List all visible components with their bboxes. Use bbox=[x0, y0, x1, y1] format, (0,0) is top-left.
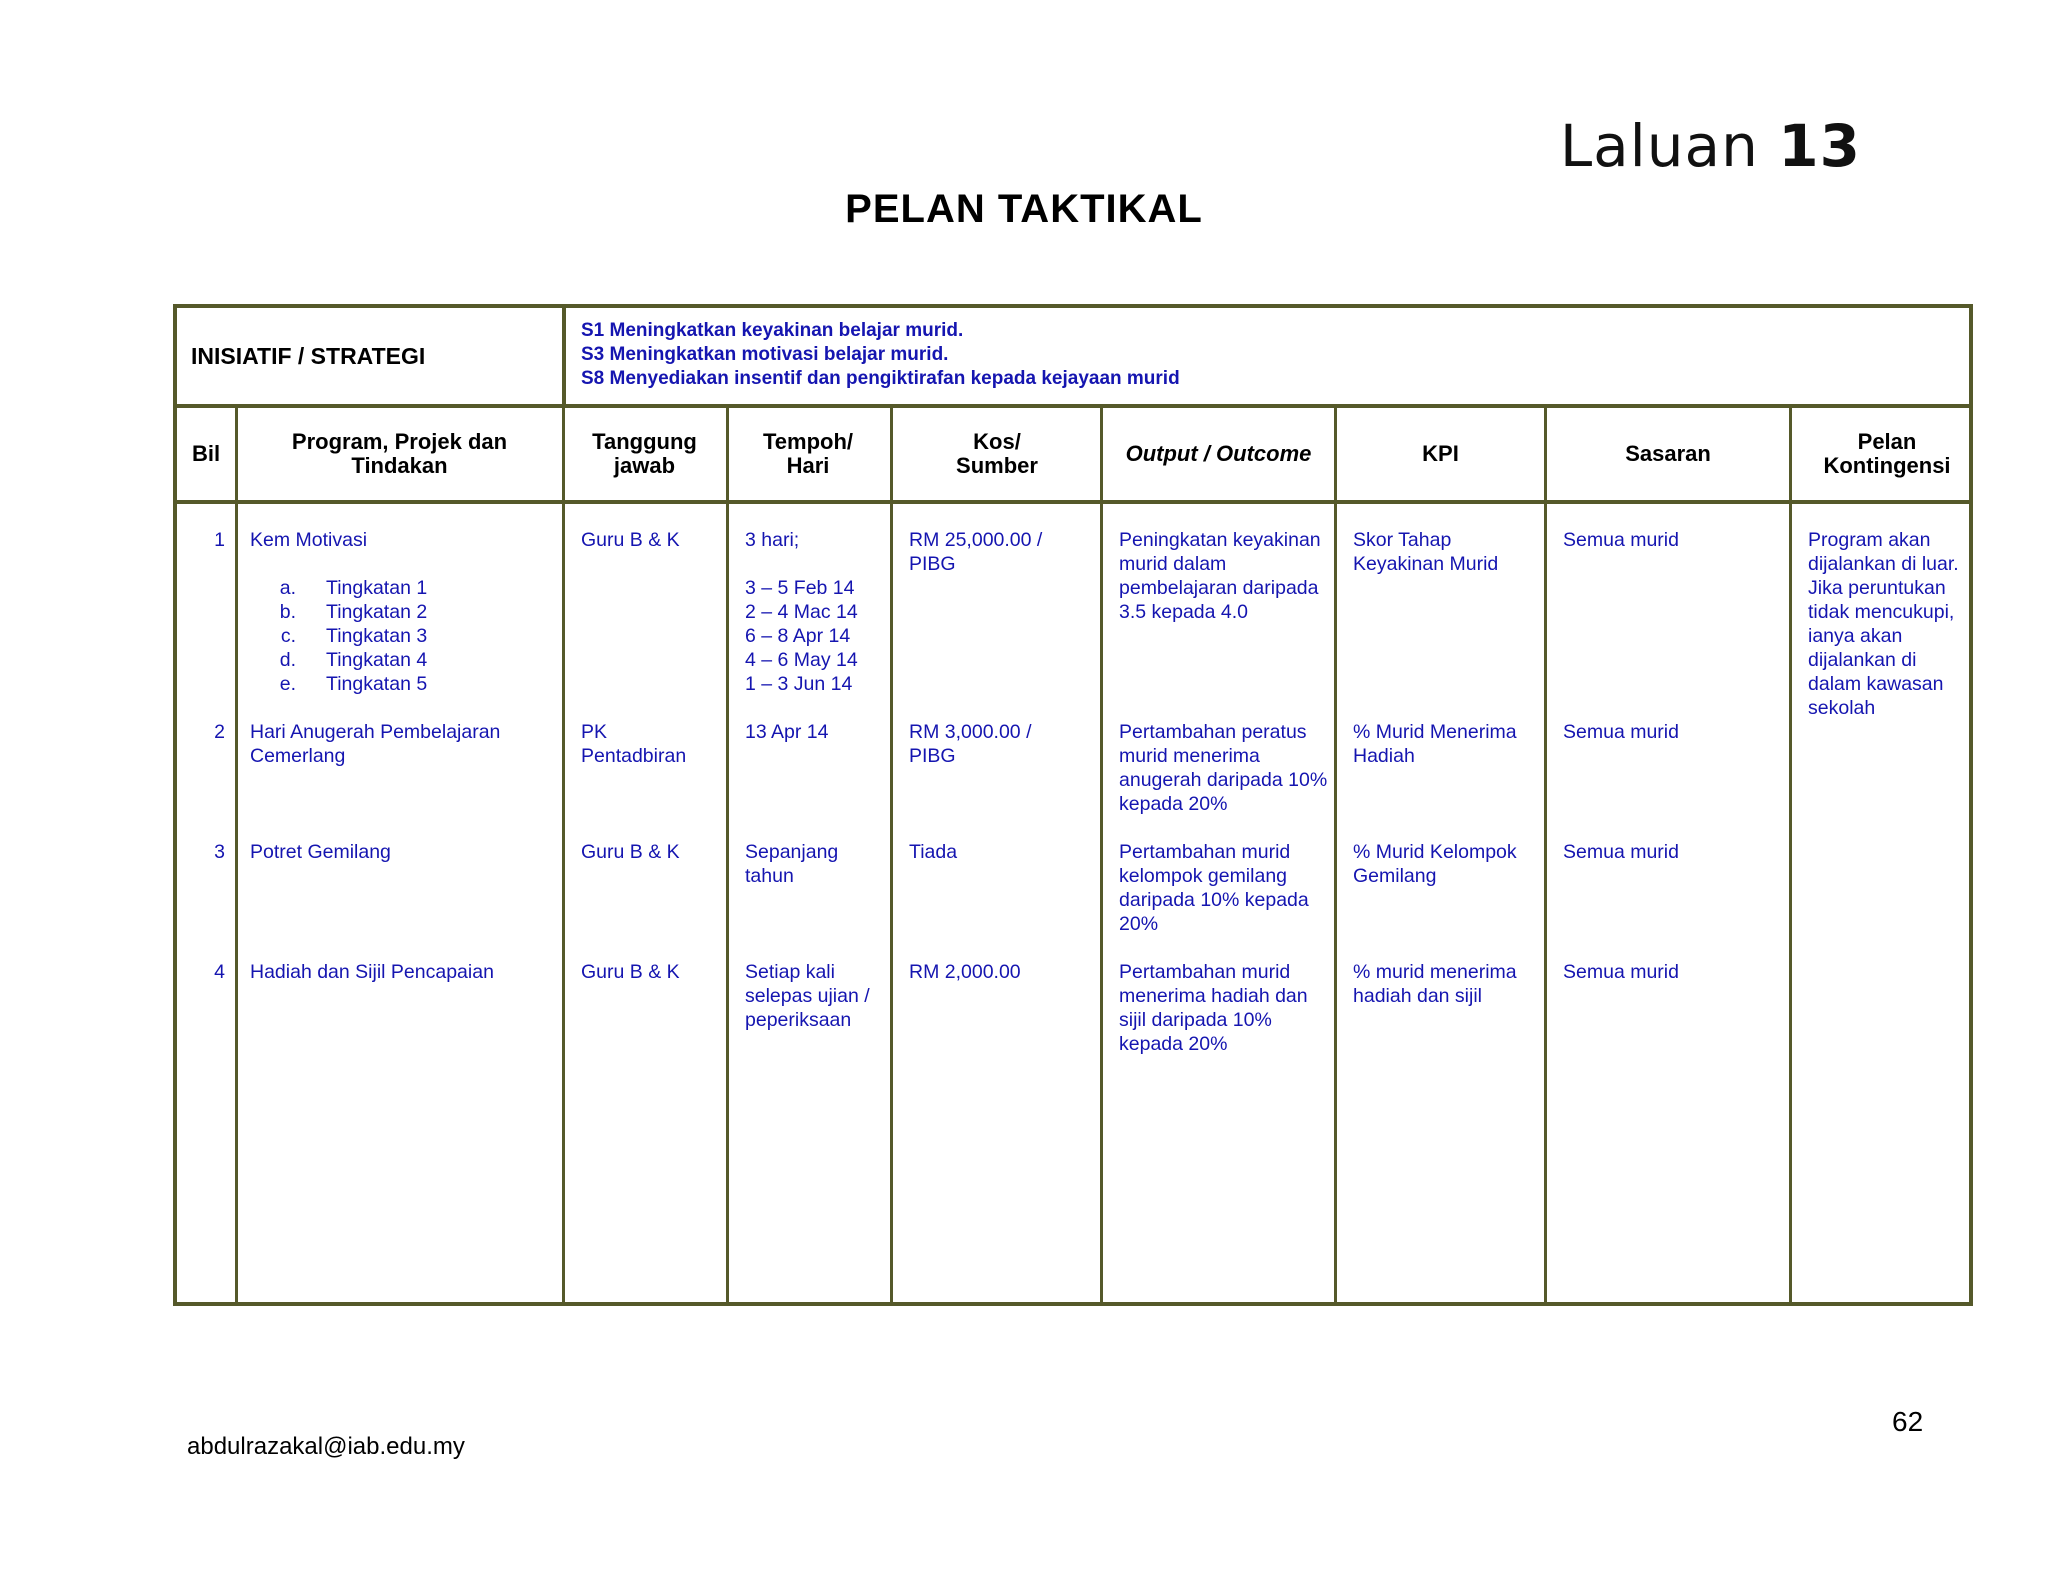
laluan-number: 13 bbox=[1778, 112, 1861, 180]
strategy-list bbox=[581, 319, 1180, 391]
sub-item: e. Tingkatan 5 bbox=[279, 673, 428, 695]
tactical-plan-table bbox=[173, 304, 1973, 1306]
page-title: PELAN TAKTIKAL bbox=[845, 187, 1203, 231]
column-divider bbox=[726, 404, 729, 1302]
sub-item: a. Tingkatan 1 bbox=[279, 577, 428, 599]
date-item: 4 – 6 May 14 bbox=[745, 649, 858, 671]
header-kpi: KPI bbox=[1422, 441, 1459, 466]
strategy-item: S3 Meningkatkan motivasi belajar murid. bbox=[581, 344, 949, 365]
strategy-item: S8 Menyediakan insentif dan pengiktirafan kepada kejayaan murid bbox=[581, 368, 1180, 389]
row-1-program-title: Kem Motivasi bbox=[250, 529, 368, 551]
row-1-program bbox=[250, 528, 555, 696]
page-number: 62 bbox=[1892, 1406, 1924, 1437]
sub-item: b. Tingkatan 2 bbox=[279, 601, 428, 623]
strategy-item: S1 Meningkatkan keyakinan belajar murid. bbox=[581, 320, 964, 341]
date-item: 2 – 4 Mac 14 bbox=[745, 601, 858, 623]
header-tanggung-jawab: Tanggung jawab bbox=[592, 429, 697, 478]
column-divider bbox=[890, 404, 893, 1302]
header-kos: Kos/ Sumber bbox=[956, 429, 1038, 478]
row-3-sasaran: Semua murid bbox=[1563, 841, 1679, 863]
row-2-output: Pertambahan peratus murid menerima anugerah daripada 10% kepada 20% bbox=[1119, 721, 1328, 815]
column-divider bbox=[1789, 404, 1792, 1302]
row-4-kpi: % murid menerima hadiah dan sijil bbox=[1353, 961, 1517, 1007]
column-divider bbox=[1100, 404, 1103, 1302]
row-4-kos: RM 2,000.00 bbox=[909, 961, 1021, 983]
row-4-sasaran: Semua murid bbox=[1563, 961, 1679, 983]
header-output: Output / Outcome bbox=[1125, 441, 1312, 466]
row-4-tanggung-jawab: Guru B & K bbox=[581, 961, 680, 983]
header-sasaran: Sasaran bbox=[1625, 441, 1711, 466]
header-program: Program, Projek dan Tindakan bbox=[291, 429, 508, 478]
row-4-tempoh: Setiap kali selepas ujian / peperiksaan bbox=[745, 961, 870, 1031]
row-2-bil: 2 bbox=[214, 721, 225, 743]
row-4-output: Pertambahan murid menerima hadiah dan sijil daripada 10% kepada 20% bbox=[1119, 961, 1308, 1055]
row-2-tempoh: 13 Apr 14 bbox=[745, 721, 829, 743]
row-3-tanggung-jawab: Guru B & K bbox=[581, 841, 680, 863]
date-item: 6 – 8 Apr 14 bbox=[745, 625, 851, 647]
row-2-program: Hari Anugerah Pembelajaran Cemerlang bbox=[250, 721, 501, 767]
laluan-heading bbox=[1560, 112, 1861, 180]
row-2-kos: RM 3,000.00 / PIBG bbox=[909, 721, 1032, 767]
row-1-tempoh: 3 hari; 3 – 5 Feb 14 2 – 4 Mac 14 6 – 8 Apr 14 4 – 6 May 14 1 – 3 Jun 14 bbox=[745, 528, 885, 696]
column-divider bbox=[235, 404, 238, 1302]
row-3-kos: Tiada bbox=[909, 841, 958, 863]
date-item: 3 – 5 Feb 14 bbox=[745, 577, 855, 599]
strategy-label: INISIATIF / STRATEGI bbox=[191, 343, 426, 369]
strategy-divider bbox=[562, 308, 566, 404]
row-3-program: Potret Gemilang bbox=[250, 841, 391, 863]
row-2-kpi: % Murid Menerima Hadiah bbox=[1353, 721, 1517, 767]
row-4-bil: 4 bbox=[214, 961, 225, 983]
sub-item: d. Tingkatan 4 bbox=[279, 649, 428, 671]
row-1-sasaran: Semua murid bbox=[1563, 529, 1679, 551]
sub-item: c. Tingkatan 3 bbox=[280, 625, 428, 647]
column-divider bbox=[1334, 404, 1337, 1302]
row-1-output: Peningkatan keyakinan murid dalam pembelajaran daripada 3.5 kepada 4.0 bbox=[1119, 529, 1321, 623]
date-item: 1 – 3 Jun 14 bbox=[745, 673, 853, 695]
row-1-bil: 1 bbox=[214, 529, 225, 551]
laluan-label: Laluan bbox=[1559, 112, 1759, 180]
row-2-sasaran: Semua murid bbox=[1563, 721, 1679, 743]
row-3-tempoh: Sepanjang tahun bbox=[745, 841, 839, 887]
header-tempoh: Tempoh/ Hari bbox=[762, 429, 854, 478]
header-pelan-kontingensi: Pelan Kontingensi bbox=[1823, 429, 1951, 478]
footer-email: abdulrazakal@iab.edu.my bbox=[187, 1433, 465, 1460]
row-2-tanggung-jawab: PK Pentadbiran bbox=[581, 721, 687, 767]
header-bil: Bil bbox=[191, 441, 221, 466]
pelan-kontingensi-text: Program akan dijalankan di luar. Jika peruntukan tidak mencukupi, ianya akan dijalankan di dalam kawasan sekolah bbox=[1808, 529, 1959, 719]
row-3-output: Pertambahan murid kelompok gemilang daripada 10% kepada 20% bbox=[1119, 841, 1309, 935]
row-4-program: Hadiah dan Sijil Pencapaian bbox=[250, 961, 494, 983]
column-divider bbox=[562, 404, 565, 1302]
column-divider bbox=[1544, 404, 1547, 1302]
row-1-kpi: Skor Tahap Keyakinan Murid bbox=[1353, 529, 1499, 575]
row-3-kpi: % Murid Kelompok Gemilang bbox=[1353, 841, 1517, 887]
header-divider bbox=[177, 500, 1969, 504]
row-1-kos: RM 25,000.00 / PIBG bbox=[909, 529, 1043, 575]
row-1-tanggung-jawab: Guru B & K bbox=[581, 529, 680, 551]
strategy-row bbox=[177, 308, 1969, 408]
row-3-bil: 3 bbox=[214, 841, 225, 863]
